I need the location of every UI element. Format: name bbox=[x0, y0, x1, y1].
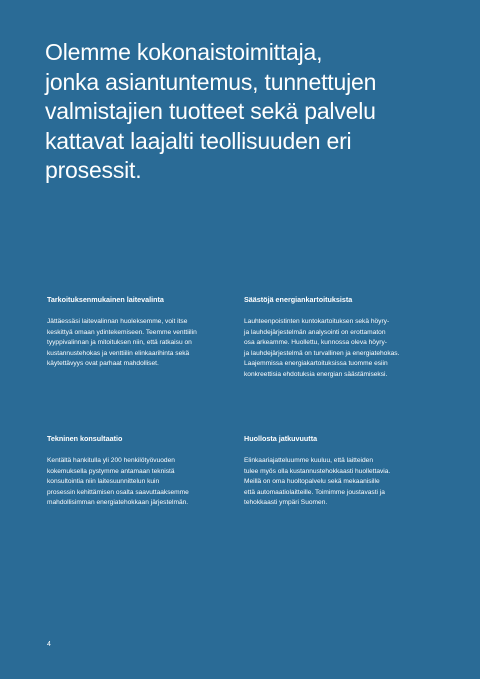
body-line: Elinkaariajatteluumme kuuluu, että laitteiden bbox=[244, 457, 374, 464]
body-line: tehokkaasti ympäri Suomen. bbox=[244, 499, 328, 506]
body-line: mahdollisimman energiatehokkaan järjestelmän. bbox=[47, 499, 189, 506]
section-laitevalinta bbox=[47, 295, 237, 370]
section-body bbox=[47, 317, 237, 370]
headline-line: jonka asiantuntemus, tunnettujen bbox=[45, 68, 377, 95]
section-konsultaatio bbox=[47, 434, 237, 509]
body-line: tulee myös olla kustannustehokkaasti huollettavia. bbox=[244, 467, 391, 475]
body-line: kustannustehokas ja venttiilin elinkaarihinta sekä bbox=[47, 349, 190, 357]
section-huolto bbox=[244, 434, 434, 509]
section-title: Huollosta jatkuvuutta bbox=[244, 434, 318, 443]
body-line: Laajemmissa energiakartoituksissa tuomme esiin bbox=[244, 360, 388, 367]
section-title: Tarkoituksenmukainen laitevalinta bbox=[47, 295, 164, 304]
body-line: konsultointia niin laitesuunnittelun kuin bbox=[47, 478, 160, 485]
headline-line: prosessit. bbox=[45, 157, 142, 183]
section-energiankartoitus bbox=[244, 295, 434, 380]
body-line: kokemuksella pystymme antamaan teknistä bbox=[47, 467, 175, 475]
body-line: ja lauhdejärjestelmän analysointi on erottamaton bbox=[244, 328, 386, 336]
body-line: ja lauhdejärjestelmä on turvallinen ja energiatehokas. bbox=[244, 349, 400, 357]
body-line: keskittyä omaan ydintekemiseen. Teemme venttiilin bbox=[47, 328, 197, 336]
body-line: konkreettisia ehdotuksia energian säästämiseksi. bbox=[244, 370, 388, 378]
body-line: Jättäessäsi laitevalinnan huoleksemme, voit itse bbox=[47, 318, 188, 325]
body-line: että automaatiolaitteille. Toimimme joustavasti ja bbox=[244, 488, 385, 496]
section-title: Tekninen konsultaatio bbox=[47, 434, 123, 443]
body-line: Kentältä hankitulla yli 200 henkilötyövuoden bbox=[47, 457, 175, 464]
headline-line: valmistajien tuotteet sekä palvelu bbox=[45, 98, 376, 124]
body-line: osa arkeamme. Huollettu, kunnossa oleva höyry- bbox=[244, 339, 387, 346]
section-body bbox=[47, 456, 237, 509]
body-line: prosessin kehittämisen osalta saavuttaaksemme bbox=[47, 488, 189, 496]
headline-line: Olemme kokonaistoimittaja, bbox=[45, 39, 323, 65]
headline bbox=[45, 38, 445, 186]
section-body bbox=[244, 456, 434, 509]
body-line: tyyppivalinnan ja mitoituksen niin, että ratkaisu on bbox=[47, 339, 192, 346]
page-number: 4 bbox=[47, 641, 51, 648]
body-line: käytettävyys ovat parhaat mahdolliset. bbox=[47, 360, 159, 367]
body-line: Meillä on oma huoltopalvelu sekä mekaanisille bbox=[244, 478, 380, 485]
headline-line: kattavat laajalti teollisuuden eri bbox=[45, 127, 352, 154]
section-body bbox=[244, 317, 434, 380]
section-title: Säästöjä energiankartoituksista bbox=[244, 295, 353, 304]
body-line: Lauhteenpoistinten kuntokartoituksen sekä höyry- bbox=[244, 318, 390, 325]
